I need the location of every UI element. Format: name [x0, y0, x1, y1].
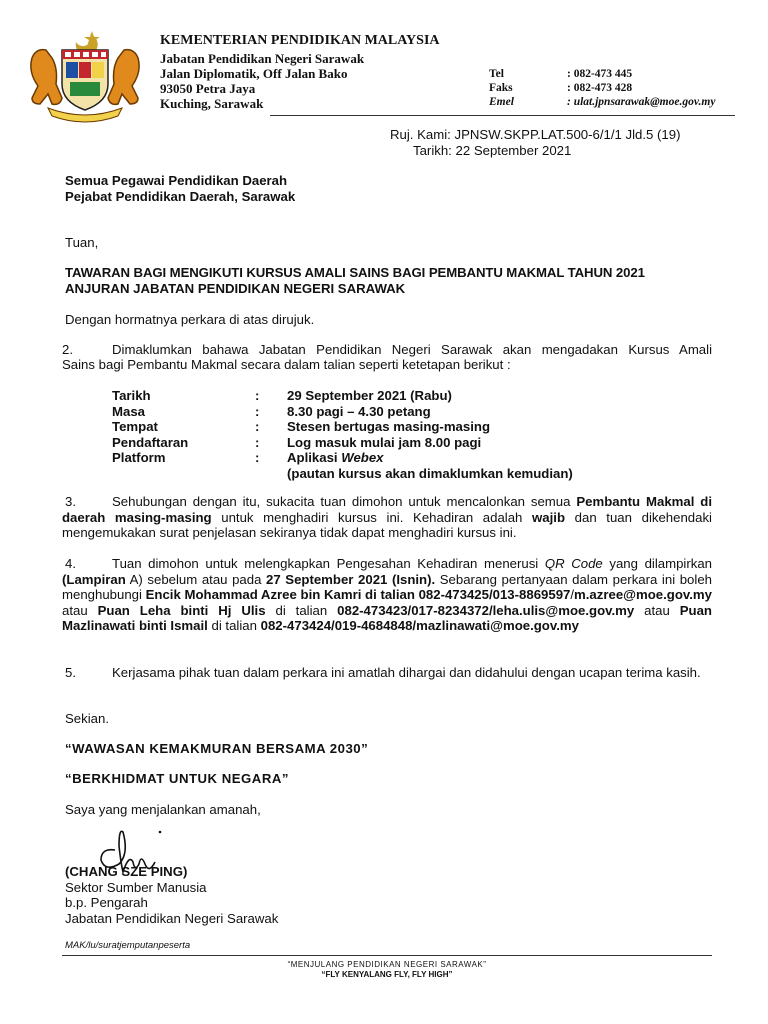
text-run: di talian — [207, 618, 261, 633]
footer-slogan: “FLY KENYALANG FLY, FLY HIGH” — [321, 970, 453, 979]
contact-phone-email: 082-473423/017-8234372/leha.ulis@moe.gov.my — [337, 602, 635, 618]
recipient-line: Semua Pegawai Pendidikan Daerah — [65, 173, 288, 188]
detail-label: Platform — [112, 450, 166, 465]
text-run-bold: (Lampiran — [62, 571, 126, 587]
text-run: atau — [634, 602, 680, 618]
salutation: Tuan, — [65, 235, 99, 250]
text-run: untuk menghadiri kursus ini. Kehadiran adalah — [211, 509, 533, 525]
course-details — [112, 388, 573, 481]
paragraph-2-line2: Sains bagi Pembantu Makmal secara dalam talian seperti ketetapan berikut : — [62, 357, 511, 372]
text-run-bold: Pembantu Makmal di daerah masing-masing — [62, 494, 712, 525]
letter-date: Tarikh: 22 September 2021 — [413, 143, 572, 158]
contact-value-email: : ulat.jpnsarawak@moe.gov.my — [567, 96, 716, 108]
text-run: / — [570, 587, 575, 602]
text-run: Sebarang pertanyaan dalam perkara ini boleh menghubungi — [62, 571, 712, 602]
detail-label: Masa — [112, 403, 145, 419]
detail-colon: : — [255, 403, 260, 419]
paragraph-4 — [62, 556, 712, 634]
contact-phone-email: 082-473424/019-4684848/mazlinawati@moe.gov.my — [260, 618, 579, 633]
intro-text: Dengan hormatnya perkara di atas dirujuk. — [65, 312, 315, 327]
footer-motto: “MENJULANG PENDIDIKAN NEGERI SARAWAK” — [287, 960, 487, 969]
subject-line: TAWARAN BAGI MENGIKUTI KURSUS AMALI SAINS BAGI PEMBANTU MAKMAL TAHUN 2021 — [65, 265, 645, 280]
department-name: Jabatan Pendidikan Negeri Sarawak — [160, 51, 365, 66]
contact-label-email: Emel — [489, 96, 514, 108]
contact-label-fax: Faks — [489, 82, 513, 94]
ministry-name: KEMENTERIAN PENDIDIKAN MALAYSIA — [160, 33, 440, 48]
file-reference: MAK/lu/suratjemputanpeserta — [65, 940, 191, 951]
text-run-bold: wajib — [532, 509, 566, 525]
detail-row-venue — [112, 419, 573, 435]
closing: Sekian. — [65, 711, 109, 726]
signatory-line: Jabatan Pendidikan Negeri Sarawak — [65, 911, 279, 926]
detail-value: Stesen bertugas masing-masing — [287, 419, 490, 434]
contact-value-tel: : 082-473 445 — [567, 68, 633, 80]
text-run: dan tuan dikehendaki mengemukakan surat penjelasan sekiranya tidak dapat menghadiri kursus ini. — [62, 509, 712, 540]
text-run-bold: 27 September 2021 (Isnin). — [266, 571, 436, 587]
contact-phone: Encik Mohammad Azree bin Kamri di talian 082-473425/013-8869597 — [145, 587, 571, 602]
address-line: Kuching, Sarawak — [160, 96, 264, 111]
detail-value — [287, 450, 573, 481]
detail-row-time — [112, 404, 573, 420]
detail-label: Tarikh — [112, 388, 151, 403]
footer-rule — [62, 955, 712, 956]
paragraph-number: 4. — [65, 556, 76, 571]
contact-name: Puan Leha binti Hj Ulis — [97, 602, 266, 618]
contact-email: m.azree@moe.gov.my — [574, 587, 712, 602]
text-run: yang dilampirkan — [602, 556, 712, 571]
detail-colon: : — [255, 450, 260, 465]
address-line: Jalan Diplomatik, Off Jalan Bako — [160, 66, 348, 81]
detail-label: Pendaftaran — [112, 434, 189, 450]
detail-value: Log masuk mulai jam 8.00 pagi — [287, 434, 482, 450]
detail-row-date — [112, 388, 573, 404]
signatory-name: (CHANG SZE PING) — [65, 864, 188, 879]
detail-value: 29 September 2021 (Rabu) — [287, 388, 452, 403]
sign-off: Saya yang menjalankan amanah, — [65, 802, 261, 817]
text-run: atau — [62, 602, 98, 618]
paragraph-number: 2. — [62, 342, 73, 357]
paragraph-2-line1: Dimaklumkan bahawa Jabatan Pendidikan Negeri Sarawak akan mengadakan Kursus Amali — [112, 342, 712, 357]
signatory-line: Sektor Sumber Manusia — [65, 880, 207, 895]
text-run: Tuan dimohon untuk melengkapkan Pengesahan Kehadiran menerusi — [112, 556, 545, 571]
text-run: di talian — [265, 602, 338, 618]
detail-colon: : — [255, 388, 260, 403]
letterhead-rule — [270, 115, 735, 116]
paragraph-3 — [62, 494, 712, 541]
motto-wawasan: “WAWASAN KEMAKMURAN BERSAMA 2030” — [65, 741, 369, 756]
coat-of-arms-logo — [26, 28, 144, 123]
address-line: 93050 Petra Jaya — [160, 81, 256, 96]
text-run: A) sebelum atau pada — [125, 571, 267, 587]
signatory-line: b.p. Pengarah — [65, 895, 148, 910]
paragraph-number: 5. — [65, 665, 76, 680]
motto-berkhidmat: “BERKHIDMAT UNTUK NEGARA” — [65, 771, 289, 786]
detail-colon: : — [255, 434, 260, 450]
contact-value-fax: : 082-473 428 — [567, 82, 633, 94]
detail-row-registration — [112, 435, 573, 451]
detail-label: Tempat — [112, 419, 158, 434]
text-run-italic: QR Code — [544, 556, 603, 571]
detail-colon: : — [255, 419, 260, 434]
platform-app-name: Webex — [341, 450, 384, 465]
reference-number: Ruj. Kami: JPNSW.SKPP.LAT.500-6/1/1 Jld.5 (19) — [390, 127, 681, 142]
platform-app-text: Aplikasi — [287, 450, 342, 465]
platform-note: (pautan kursus akan dimaklumkan kemudian) — [287, 465, 573, 481]
detail-row-platform — [112, 450, 573, 481]
recipient-line: Pejabat Pendidikan Daerah, Sarawak — [65, 189, 296, 204]
subject-line: ANJURAN JABATAN PENDIDIKAN NEGERI SARAWAK — [65, 281, 406, 296]
text-run: Sehubungan dengan itu, sukacita tuan dimohon untuk mencalonkan semua — [112, 494, 577, 509]
detail-value: 8.30 pagi – 4.30 petang — [287, 403, 431, 419]
contact-name: Puan Mazlinawati binti Ismail — [62, 602, 712, 633]
contact-label-tel: Tel — [489, 68, 504, 80]
paragraph-number: 3. — [65, 494, 76, 509]
paragraph-5: Kerjasama pihak tuan dalam perkara ini amatlah dihargai dan didahului dengan ucapan terima kasih. — [112, 665, 701, 680]
